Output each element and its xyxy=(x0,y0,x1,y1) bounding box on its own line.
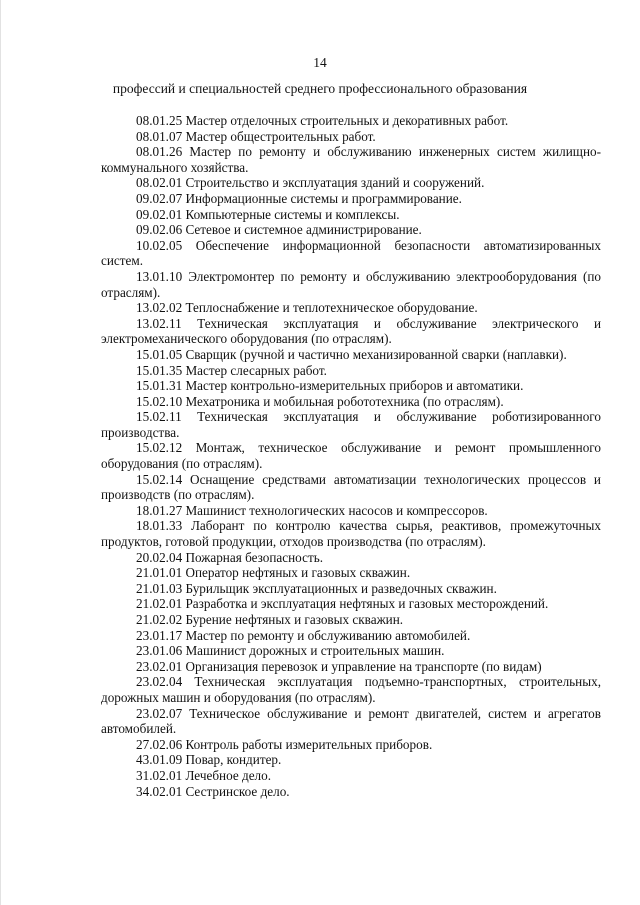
list-item: 15.01.05 Сварщик (ручной и частично механизированной сварки (наплавки). xyxy=(136,346,567,362)
list-item: 08.01.07 Мастер общестроительных работ. xyxy=(136,128,376,144)
list-item: 15.02.11 Техническая эксплуатация и обслуживание роботизированного производства. xyxy=(101,409,601,440)
list-item: 21.01.03 Бурильщик эксплуатационных и разведочных скважин. xyxy=(136,580,497,596)
list-item: 18.01.33 Лаборант по контролю качества сырья, реактивов, промежуточных продуктов, готовой продукции, отходов производства (по отраслям). xyxy=(101,518,601,550)
list-item: 09.02.07 Информационные системы и программирование. xyxy=(136,190,462,206)
list-item: 15.01.31 Мастер контрольно-измерительных приборов и автоматики. xyxy=(136,378,524,394)
list-item: 21.01.01 Оператор нефтяных и газовых скважин. xyxy=(136,565,411,581)
list-item: 34.02.01 Сестринское дело. xyxy=(136,783,290,799)
list-item: 20.02.04 Пожарная безопасность. xyxy=(136,549,324,565)
list-item: 08.02.01 Строительство и эксплуатация зданий и сооружений. xyxy=(136,175,485,191)
list-item: 15.02.12 Монтаж, техническое обслуживание и ремонт промышленного оборудования (по отраслям). xyxy=(101,440,601,472)
list-item: 21.02.01 Разработка и эксплуатация нефтяных и газовых месторождений. xyxy=(136,596,549,612)
list-item: 18.01.27 Машинист технологических насосов и компрессоров. xyxy=(136,502,488,518)
list-item: 23.02.07 Техническое обслуживание и ремонт двигателей, систем и агрегатов автомобилей. xyxy=(101,705,601,737)
list-item: 31.02.01 Лечебное дело. xyxy=(136,767,272,783)
specialty-list xyxy=(101,113,601,799)
list-heading-continuation: профессий и специальностей среднего профессионального образования xyxy=(112,81,528,96)
list-item: 27.02.06 Контроль работы измерительных приборов. xyxy=(136,736,433,752)
list-item: 43.01.09 Повар, кондитер. xyxy=(136,752,282,768)
list-item: 09.02.06 Сетевое и системное администрирование. xyxy=(136,222,422,238)
list-item: 23.02.04 Техническая эксплуатация подъемно-транспортных, строительных, дорожных машин и оборудования (по отраслям). xyxy=(101,674,601,705)
list-item: 08.01.25 Мастер отделочных строительных и декоративных работ. xyxy=(136,113,509,128)
list-item: 13.02.11 Техническая эксплуатация и обслуживание электрического и электромеханического оборудования (по отраслям). xyxy=(101,315,601,347)
list-item: 09.02.01 Компьютерные системы и комплексы. xyxy=(136,206,400,222)
list-item: 23.01.06 Машинист дорожных и строительных машин. xyxy=(136,643,445,659)
list-item: 21.02.02 Бурение нефтяных и газовых скважин. xyxy=(136,612,404,627)
list-item: 10.02.05 Обеспечение информационной безопасности автоматизированных систем. xyxy=(101,237,601,269)
page-edge-line xyxy=(0,0,1,905)
list-item: 15.02.10 Мехатроника и мобильная робототехника (по отраслям). xyxy=(136,393,504,409)
page-number: 14 xyxy=(313,55,327,70)
list-item: 13.02.02 Теплоснабжение и теплотехническое оборудование. xyxy=(136,300,478,316)
list-item: 15.01.35 Мастер слесарных работ. xyxy=(136,362,327,378)
list-item: 15.02.14 Оснащение средствами автоматизации технологических процессов и производств (по отраслям). xyxy=(101,471,601,503)
list-item: 23.02.01 Организация перевозок и управление на транспорте (по видам) xyxy=(136,658,542,674)
list-item: 23.01.17 Мастер по ремонту и обслуживанию автомобилей. xyxy=(136,627,471,643)
list-item: 08.01.26 Мастер по ремонту и обслуживанию инженерных систем жилищно-коммунального хозяйства. xyxy=(101,144,601,175)
list-item: 13.01.10 Электромонтер по ремонту и обслуживанию электрооборудования (по отраслям). xyxy=(101,268,601,300)
